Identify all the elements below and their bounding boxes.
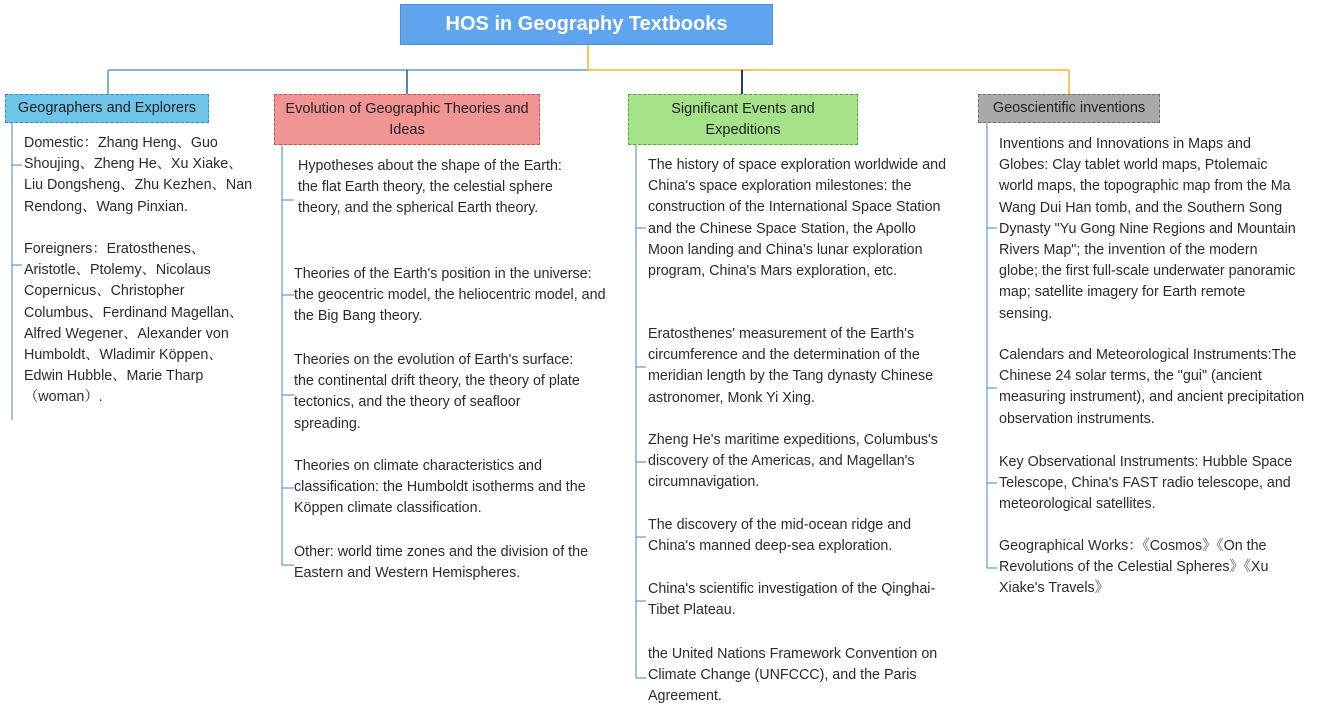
- geographers-domestic: Domestic：Zhang Heng、Guo Shoujing、Zheng He、Xu Xiake、Liu Dongsheng、Zhu Kezhen、Nan Rendong、Wang Pinxian.: [24, 135, 253, 215]
- theory-climate: Theories on climate characteristics and classification: the Humboldt isotherms and the Köppen climate classification.: [294, 458, 586, 517]
- category-geographers-explorers: Geographers and Explorers: [5, 94, 209, 123]
- event-unfccc: the United Nations Framework Convention on Climate Change (UNFCCC), and the Paris Agreement.: [648, 646, 938, 705]
- geographers-foreigners: Foreigners：Eratosthenes、Aristotle、Ptolemy、Nicolaus Copernicus、Christopher Columbus、Ferdinand Magellan、Alfred Wegener、Alexander von Humboldt、Wladimir Köppen、Edwin Hubble、Marie Tharp（woman）.: [24, 241, 244, 406]
- event-maritime: Zheng He's maritime expeditions, Columbus's discovery of the Americas, and Magellan's circumnavigation.: [648, 432, 938, 491]
- theory-earth-position: Theories of the Earth's position in the universe: the geocentric model, the heliocentric model, and the Big Bang theory.: [294, 266, 606, 325]
- invention-geographical-works: Geographical Works：《Cosmos》《On the Revolutions of the Celestial Spheres》《Xu Xiake's Travels》: [999, 538, 1269, 597]
- theory-earth-shape: Hypotheses about the shape of the Earth: the flat Earth theory, the celestial sphere theory, and the spherical Earth theory.: [298, 158, 562, 217]
- category-significant-events: Significant Events and Expeditions: [628, 94, 858, 145]
- invention-calendars: Calendars and Meteorological Instruments:The Chinese 24 solar terms, the "gui" (ancient measuring instrument), and ancient precipitation observation instruments.: [999, 347, 1305, 427]
- invention-maps-globes: Inventions and Innovations in Maps and Globes: Clay tablet world maps, Ptolemaic world maps, the topographic map from the Ma Wang Dui Han tomb, and the Southern Song Dynasty "Yu Gong Nine Regions and Mountain Rivers Map"; the invention of the modern globe; the first full-scale underwater panoramic map; satellite imagery for Earth remote sensing.: [999, 136, 1296, 322]
- root-title: HOS in Geography Textbooks: [400, 4, 773, 45]
- event-eratosthenes: Eratosthenes' measurement of the Earth's circumference and the determination of the meridian length by the Tang dynasty Chinese astronomer, Monk Yi Xing.: [648, 326, 934, 406]
- event-mid-ocean-ridge: The discovery of the mid-ocean ridge and China's manned deep-sea exploration.: [648, 517, 912, 555]
- category-geoscientific-inventions: Geoscientific inventions: [978, 94, 1160, 123]
- event-space-exploration: The history of space exploration worldwide and China's space exploration milestones: the construction of the International Space Station and the Chinese Space Station, the Apollo Moon landing and China's lunar exploration program, China's Mars exploration, etc.: [648, 157, 947, 280]
- category-geographic-theories: Evolution of Geographic Theories and Ideas: [274, 94, 540, 145]
- invention-observational: Key Observational Instruments: Hubble Space Telescope, China's FAST radio telescope, and meteorological satellites.: [999, 454, 1293, 513]
- theory-other: Other: world time zones and the division of the Eastern and Western Hemispheres.: [294, 544, 589, 582]
- event-qinghai-tibet: China's scientific investigation of the Qinghai-Tibet Plateau.: [648, 581, 936, 619]
- theory-earth-surface: Theories on the evolution of Earth's surface: the continental drift theory, the theory of plate tectonics, and the theory of seafloor spreading.: [294, 352, 580, 432]
